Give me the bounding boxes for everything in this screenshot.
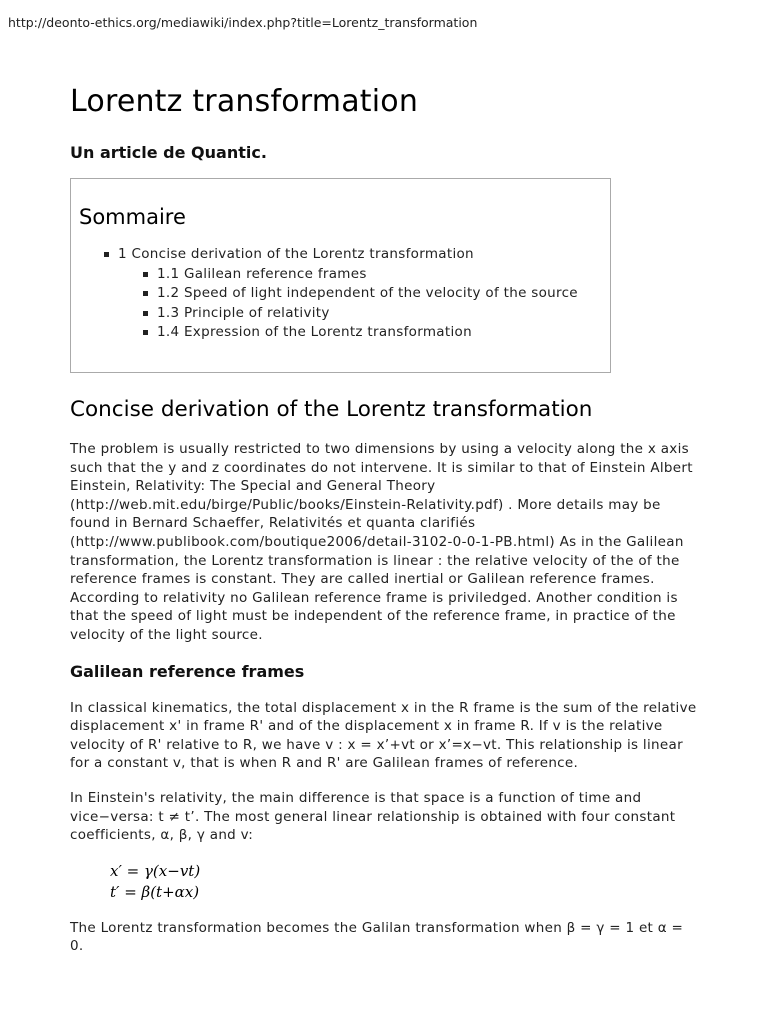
toc-item[interactable] [79, 245, 610, 265]
paragraph: The Lorentz transformation becomes the Galilan transformation when β = γ = 1 et α = 0. [70, 919, 684, 955]
toc-item-label[interactable]: 1 Concise derivation of the Lorentz transformation [118, 246, 474, 262]
toc-item[interactable] [79, 284, 610, 304]
formula-line: t′ = β(t+αx) [110, 882, 200, 901]
bullet-icon [143, 330, 148, 335]
paragraph: In classical kinematics, the total displacement x in the R frame is the sum of the relative displacement x' in frame R' and of the displacement x in frame R. If v is the relative velocity of R' relative to R, we have v : x = x’+vt or x’=x−vt. This relationship is linear for a constant v, that is when R and R' are Galilean frames of reference. [70, 699, 697, 772]
formula [110, 861, 700, 903]
paragraph: The problem is usually restricted to two dimensions by using a velocity along the x axis such that the y and z coordinates do not intervene. It is similar to that of Einstein Albert Einstein, Relativity: The Special and General Theory (http://web.mit.edu/birge/Public/books/Einstein-Relativity.pdf) . More details may be found in Bernard Schaeffer, Relativités et quanta clarifiés (http://www.publibook.com/boutique2006/detail-3102-0-0-1-PB.html) As in the Galilean transformation, the Lorentz transformation is linear : the relative velocity of the of the reference frames is constant. They are called inertial or Galilean reference frames. According to relativity no Galilean reference frame is priviledged. Another condition is that the speed of light must be independent of the reference frame, in practice of the velocity of the light source. [70, 441, 693, 643]
toc-item[interactable] [79, 265, 610, 285]
page-title: Lorentz transformation [70, 84, 419, 119]
table-of-contents [70, 178, 611, 373]
toc-list [79, 245, 610, 343]
toc-title: Sommaire [79, 205, 186, 229]
article [70, 82, 700, 956]
bullet-icon [104, 252, 109, 257]
toc-item-label[interactable]: 1.3 Principle of relativity [157, 304, 330, 321]
toc-item-label[interactable]: 1.4 Expression of the Lorentz transformation [157, 324, 472, 340]
formula-line: x′ = γ(x−vt) [110, 861, 201, 880]
page-url[interactable]: http://deonto-ethics.org/mediawiki/index.php?title=Lorentz_transformation [8, 15, 478, 30]
toc-item[interactable] [79, 323, 610, 343]
section-heading: Concise derivation of the Lorentz transformation [70, 397, 593, 422]
bullet-icon [143, 311, 148, 316]
toc-item-label[interactable]: 1.2 Speed of light independent of the velocity of the source [157, 285, 578, 301]
bullet-icon [143, 291, 148, 296]
page-subtitle: Un article de Quantic. [70, 143, 267, 162]
bullet-icon [143, 272, 148, 277]
paragraph: In Einstein's relativity, the main difference is that space is a function of time and vice−versa: t ≠ t’. The most general linear relationship is obtained with four constant coefficients, α, β, γ and v: [70, 789, 676, 844]
toc-item[interactable] [79, 304, 610, 324]
toc-item-label[interactable]: 1.1 Galilean reference frames [157, 265, 367, 282]
subsection-heading: Galilean reference frames [70, 661, 305, 681]
